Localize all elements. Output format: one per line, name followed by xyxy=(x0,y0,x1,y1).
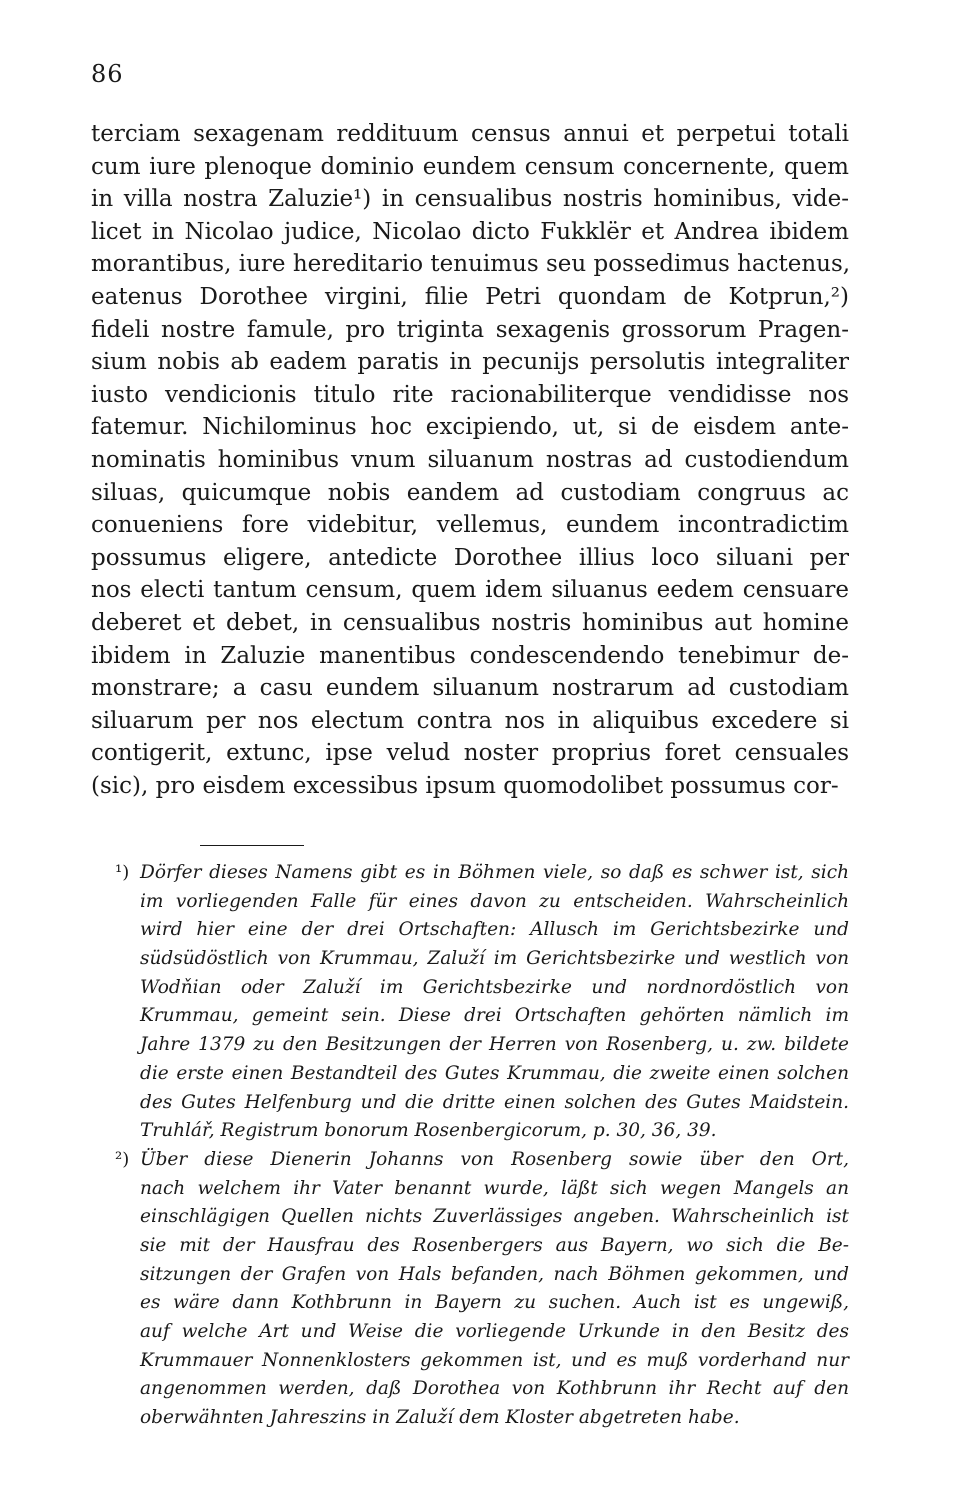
body-line: in villa nostra Zaluzie¹) in censualibus nostris hominibus, vide- xyxy=(91,186,849,213)
footnote-line: südsüdöstlich von Krummau, Zaluží im Gerichtsbezirke und westlich von xyxy=(140,948,849,970)
body-text xyxy=(91,118,849,802)
body-line: monstrare; a casu eundem siluanum nostrarum ad custodiam xyxy=(91,675,849,702)
footnote-line xyxy=(91,1146,849,1175)
footnote-2 xyxy=(91,1146,849,1433)
footnote-line: Wodňian oder Zaluží im Gerichtsbezirke und nordnordöstlich von xyxy=(140,976,849,998)
body-line: fideli nostre famule, pro triginta sexagenis grossorum Pragen- xyxy=(91,316,849,343)
footnote-text: Dörfer dieses Namens gibt es in Böhmen viele, so daß es schwer ist, sich xyxy=(140,862,849,883)
body-line: terciam sexagenam reddituum census annui et perpetui totali xyxy=(91,121,849,147)
body-line: siluarum per nos electum contra nos in aliquibus excedere si xyxy=(91,707,849,734)
footnotes xyxy=(91,859,849,1433)
footnote-line: sie mit der Hausfrau des Rosenbergers aus Bayern, wo sich die Be- xyxy=(140,1234,849,1256)
body-line: sium nobis ab eadem paratis in pecunijs persolutis integraliter xyxy=(91,349,849,376)
body-line: (sic), pro eisdem excessibus ipsum quomodolibet possumus cor- xyxy=(91,772,839,799)
body-line: ibidem in Zaluzie manentibus condescendendo tenebimur de- xyxy=(91,642,849,669)
body-line: nominatis hominibus vnum siluanum nostras ad custodiendum xyxy=(91,446,849,473)
footnote-line: auf welche Art und Weise die vorliegende Urkunde in den Besitz des xyxy=(140,1321,849,1342)
footnote-line: sitzungen der Grafen von Hals befanden, nach Böhmen gekommen, und xyxy=(140,1263,849,1285)
body-line: deberet et debet, in censualibus nostris hominibus aut homine xyxy=(91,609,849,636)
body-line: siluas, quicumque nobis eandem ad custodiam congruus ac xyxy=(91,479,849,506)
footnote-line: wird hier eine der drei Ortschaften: Allusch im Gerichtsbezirke und xyxy=(140,919,849,941)
footnote-line: es wäre dann Kothbrunn in Bayern zu suchen. Auch ist es ungewiß, xyxy=(140,1292,849,1314)
body-line: possumus eligere, antedicte Dorothee illius loco siluani per xyxy=(91,544,849,571)
body-line: eatenus Dorothee virgini, filie Petri quondam de Kotprun,²) xyxy=(91,283,849,310)
footnote-marker: ¹) xyxy=(115,862,130,883)
body-line: contigerit, extunc, ipse velud noster proprius foret censuales xyxy=(91,740,849,767)
footnote-line: Krummau, gemeint sein. Diese drei Ortschaften gehörten nämlich im xyxy=(140,1005,849,1027)
footnote-text: Über diese Dienerin Johanns von Rosenberg sowie über den Ort, xyxy=(140,1148,849,1170)
body-line: morantibus, iure hereditario tenuimus seu possedimus hactenus, xyxy=(91,251,851,278)
footnote-line: Truhlář, Registrum bonorum Rosenbergicorum, p. 30, 36, 39. xyxy=(140,1120,717,1142)
footnote-line: einschlägigen Quellen nichts Zuverlässiges angeben. Wahrscheinlich ist xyxy=(140,1206,849,1228)
body-line: cum iure plenoque dominio eundem censum concernente, quem xyxy=(91,153,849,180)
footnote-line xyxy=(91,859,849,888)
body-line: nos electi tantum censum, quem idem siluanus eedem censuare xyxy=(91,577,849,604)
footnote-line: nach welchem ihr Vater benannt wurde, läßt sich wegen Mangels an xyxy=(140,1177,849,1199)
footnote-marker: ²) xyxy=(115,1148,130,1170)
footnote-line: oberwähnten Jahreszins in Zaluží dem Kloster abgetreten habe. xyxy=(140,1407,740,1429)
footnote-line: des Gutes Helfenburg und die dritte einen solchen des Gutes Maidstein. xyxy=(140,1091,849,1113)
page-number: 86 xyxy=(91,60,124,88)
body-line: iusto vendicionis titulo rite racionabiliterque vendidisse nos xyxy=(91,381,849,408)
footnote-line: angenommen werden, daß Dorothea von Kothbrunn ihr Recht auf den xyxy=(140,1378,849,1400)
body-line: fatemur. Nichilominus hoc excipiendo, ut, si de eisdem ante- xyxy=(91,414,849,441)
footnote-line: die erste einen Bestandteil des Gutes Krummau, die zweite einen solchen xyxy=(140,1062,849,1084)
footnote-line: Jahre 1379 zu den Besitzungen der Herren von Rosenberg, u. zw. bildete xyxy=(140,1034,849,1056)
footnote-rule xyxy=(200,845,304,846)
footnote-1 xyxy=(91,859,849,1146)
footnote-line: im vorliegenden Falle für eines davon zu entscheiden. Wahrscheinlich xyxy=(140,890,849,912)
body-line: conueniens fore videbitur, vellemus, eundem incontradictim xyxy=(91,512,849,539)
footnote-line: Krummauer Nonnenklosters gekommen ist, und es muß vorderhand nur xyxy=(140,1349,849,1371)
body-line: licet in Nicolao judice, Nicolao dicto Fukklër et Andrea ibidem xyxy=(91,218,849,245)
